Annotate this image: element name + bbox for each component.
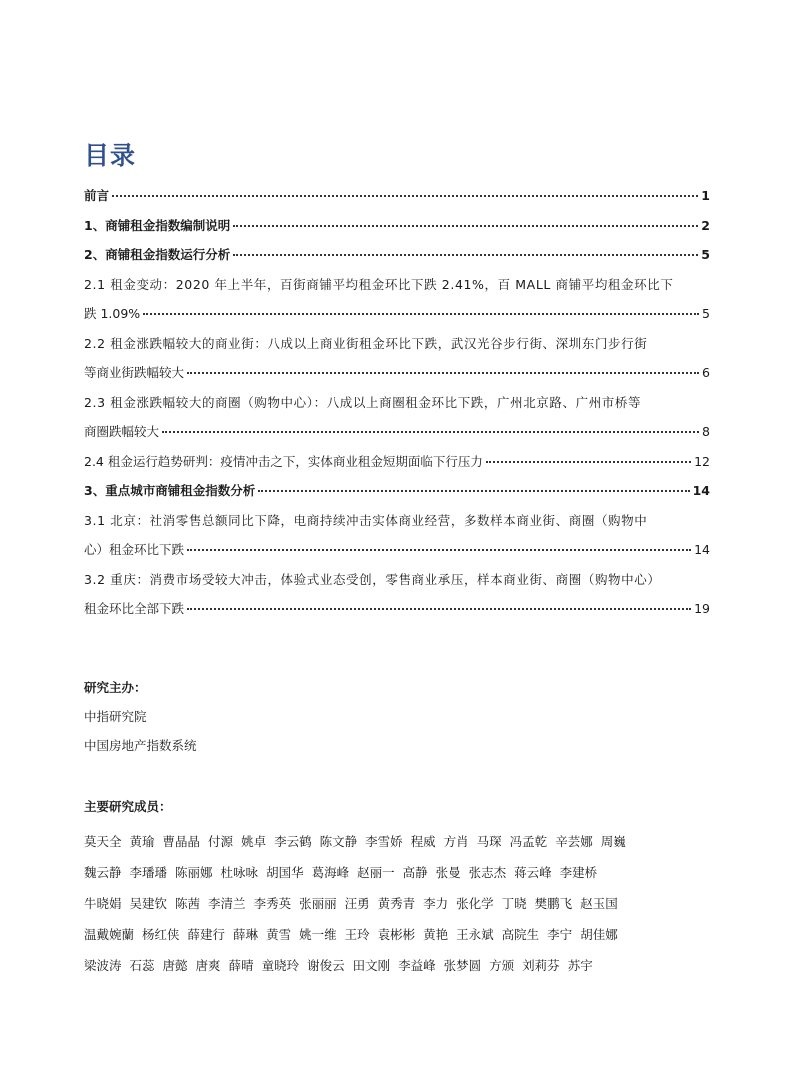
member-name: 姚一维: [299, 927, 337, 942]
member-name: 李宁: [547, 927, 573, 942]
toc-page-number: 14: [692, 483, 710, 498]
members-row: [84, 826, 724, 857]
member-name: 李建桥: [559, 865, 598, 880]
member-name: 王永斌: [456, 927, 494, 942]
members-row: [84, 919, 724, 950]
member-name: 李清兰: [208, 896, 246, 911]
member-name: 冯孟乾: [509, 834, 548, 849]
member-name: 梁波涛: [84, 958, 122, 973]
member-name: 辛芸娜: [555, 834, 593, 849]
member-name: 莫天全: [84, 834, 122, 849]
member-name: 吴建钦: [129, 896, 168, 911]
toc-entry[interactable]: [84, 535, 710, 565]
member-name: 葛海峰: [311, 865, 350, 880]
member-name: 樊鹏飞: [534, 896, 573, 911]
member-name: 赵玉国: [580, 896, 618, 911]
member-name: 方肖: [443, 834, 469, 849]
members-row: [84, 888, 724, 919]
member-name: 胡佳娜: [580, 927, 618, 942]
toc-leader-dots: [233, 225, 698, 227]
toc-entry-label: 前言: [84, 188, 110, 203]
member-name: 张曼: [435, 865, 461, 880]
toc-leader-dots: [486, 461, 691, 463]
toc-leader-dots: [187, 608, 691, 610]
member-name: 蒋云峰: [514, 865, 552, 880]
member-name: 姚卓: [241, 834, 267, 849]
member-name: 黄瑜: [129, 834, 155, 849]
member-name: 李益峰: [398, 958, 436, 973]
toc-page-number: 8: [702, 424, 710, 439]
member-name: 田文刚: [352, 958, 391, 973]
member-name: 马琛: [476, 834, 502, 849]
member-name: 温戴婉蘭: [84, 927, 135, 942]
members-list: [84, 826, 724, 981]
toc-leader-dots: [233, 254, 698, 256]
toc-entry[interactable]: [84, 240, 710, 270]
toc-entry-line: 2.1 租金变动：2020 年上半年，百街商铺平均租金环比下跌 2.41%，百 MALL 商铺平均租金环比下: [84, 276, 674, 292]
toc-page-number: 19: [694, 601, 710, 616]
toc-leader-dots: [187, 372, 699, 374]
toc-entry-line: 2.3 租金涨跌幅较大的商圈（购物中心）：八成以上商圈租金环比下跌，广州北京路、广州市桥等: [84, 394, 642, 410]
sponsor-label: 研究主办：: [84, 680, 147, 695]
member-name: 陈茜: [175, 896, 201, 911]
sponsor-org-list: [84, 702, 197, 760]
member-name: 唐爽: [195, 958, 221, 973]
toc-entry-label: 商圈跌幅较大: [84, 424, 160, 439]
member-name: 杜咏咏: [220, 865, 259, 880]
member-name: 汪勇: [344, 896, 370, 911]
toc-page-number: 6: [702, 365, 710, 380]
member-name: 李秀英: [253, 896, 292, 911]
member-name: 丁晓: [501, 896, 527, 911]
toc-page-number: 5: [701, 247, 710, 262]
toc-entry[interactable]: [84, 417, 710, 447]
member-name: 李云鹤: [274, 834, 312, 849]
toc-leader-dots: [187, 549, 691, 551]
member-name: 薛建行: [187, 927, 226, 942]
member-name: 高静: [402, 865, 428, 880]
toc-entry-line: 2.2 租金涨跌幅较大的商业街：八成以上商业街租金环比下跌，武汉光谷步行街、深圳东门步行街: [84, 335, 648, 351]
member-name: 李雪娇: [365, 834, 403, 849]
member-name: 张梦圆: [443, 958, 482, 973]
member-name: 李璠璠: [129, 865, 168, 880]
toc-entry-label: 租金环比全部下跌: [84, 601, 185, 616]
member-name: 王玲: [344, 927, 370, 942]
toc-leader-dots: [162, 431, 699, 433]
member-name: 谢俊云: [307, 958, 345, 973]
toc-entry-label: 1、商铺租金指数编制说明: [84, 217, 231, 233]
member-name: 魏云静: [84, 865, 122, 880]
member-name: 唐懿: [162, 958, 188, 973]
toc-leader-dots: [112, 195, 698, 197]
toc-entry-label: 心）租金环比下跌: [84, 542, 185, 557]
member-name: 黄秀青: [377, 896, 416, 911]
member-name: 曹晶晶: [162, 834, 201, 849]
member-name: 李力: [423, 896, 449, 911]
toc-entry-label: 3、重点城市商铺租金指数分析: [84, 483, 256, 498]
toc-entry-label: 等商业街跌幅较大: [84, 365, 185, 380]
member-name: 石蕊: [129, 958, 155, 973]
member-name: 苏宇: [567, 958, 593, 973]
member-name: 周巍: [600, 834, 626, 849]
member-name: 袁彬彬: [377, 927, 416, 942]
sponsor-org: 中国房地产指数系统: [84, 738, 197, 753]
sponsor-org: 中指研究院: [84, 709, 147, 724]
toc-entry[interactable]: [84, 358, 710, 388]
member-name: 薛琳: [233, 927, 259, 942]
toc-entry[interactable]: [84, 476, 710, 506]
member-name: 黄艳: [423, 927, 449, 942]
member-name: 薛晴: [228, 958, 254, 973]
toc-entry-line: 3.2 重庆：消费市场受较大冲击，体验式业态受创，零售商业承压，样本商业街、商圈（购物中心）: [84, 571, 661, 587]
toc-entry[interactable]: [84, 181, 710, 211]
member-name: 张化学: [456, 896, 494, 911]
toc-entry[interactable]: [84, 299, 710, 329]
member-name: 赵丽一: [357, 865, 395, 880]
member-name: 陈文静: [319, 834, 358, 849]
members-row: [84, 950, 724, 981]
toc-page-number: 12: [694, 453, 710, 469]
member-name: 童晓玲: [261, 958, 300, 973]
members-label: 主要研究成员：: [84, 799, 172, 814]
toc-entry[interactable]: [84, 447, 710, 477]
member-name: 杨红侠: [142, 927, 180, 942]
toc-page-number: 2: [701, 217, 710, 233]
member-name: 陈丽娜: [175, 865, 213, 880]
member-name: 牛晓娟: [84, 896, 122, 911]
toc-page-number: 14: [694, 542, 710, 557]
toc-title: 目录: [84, 141, 137, 170]
member-name: 黄雪: [266, 927, 292, 942]
members-row: [84, 857, 724, 888]
member-name: 胡国华: [266, 865, 304, 880]
member-name: 张丽丽: [299, 896, 337, 911]
toc-entry-label: 2.4 租金运行趋势研判：疫情冲击之下，实体商业租金短期面临下行压力: [84, 453, 483, 469]
toc-entry[interactable]: [84, 594, 710, 624]
toc-page-number: 5: [702, 306, 710, 321]
member-name: 程威: [410, 834, 436, 849]
member-name: 刘莉芬: [522, 958, 560, 973]
toc-entry-line: 3.1 北京：社消零售总额同比下降，电商持续冲击实体商业经营，多数样本商业街、商圈（购物中: [84, 512, 648, 528]
toc-leader-dots: [143, 313, 699, 315]
table-of-contents: [84, 181, 710, 624]
toc-leader-dots: [258, 490, 689, 492]
toc-entry[interactable]: [84, 211, 710, 241]
toc-page-number: 1: [701, 188, 710, 203]
member-name: 张志杰: [468, 865, 507, 880]
member-name: 方颁: [489, 958, 515, 973]
toc-entry-label: 2、商铺租金指数运行分析: [84, 247, 231, 262]
member-name: 付源: [208, 834, 234, 849]
member-name: 高院生: [501, 927, 540, 942]
toc-entry-label: 跌 1.09%: [84, 306, 141, 321]
